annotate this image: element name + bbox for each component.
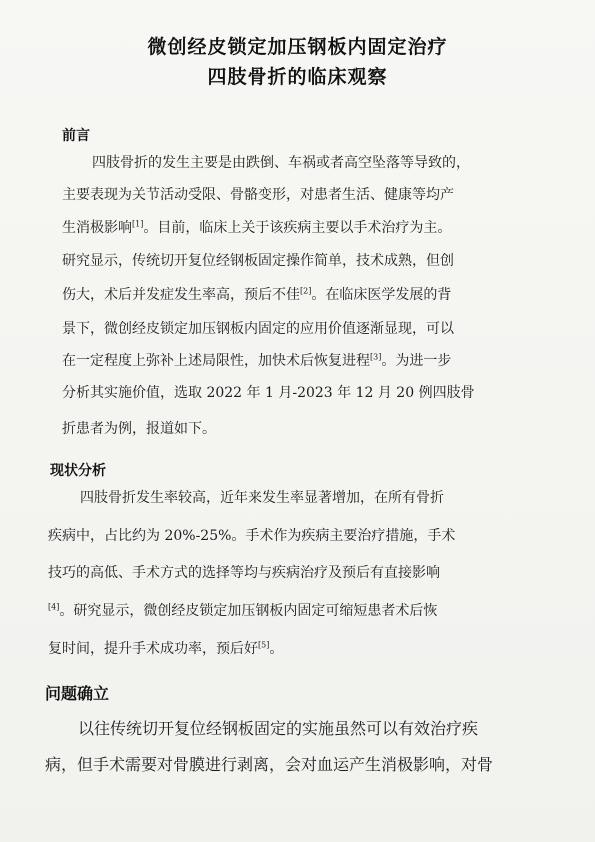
line-text: 研究显示，传统切开复位经钢板固定操作简单，技术成熟，但创	[62, 253, 454, 269]
line-text: 主要表现为关节活动受限、骨骼变形，对患者生活、健康等均产	[62, 187, 454, 203]
line-text: 技巧的高低、手术方式的选择等均与疾病治疗及预后有直接影响	[48, 565, 440, 581]
line-text: 四肢骨折的发生主要是由跌倒、车祸或者高空坠落等导致的，	[92, 155, 470, 171]
line-text: 病，但手术需要对骨膜进行剥离，会对血运产生消极影响，对骨	[45, 755, 494, 774]
paragraph-line	[80, 487, 444, 507]
line-text: 伤大，术后并发症发生率高，预后不佳	[62, 287, 300, 303]
paragraph-line	[62, 284, 451, 304]
paragraph-line	[78, 716, 478, 739]
line-text: 以往传统切开复位经钢板固定的实施虽然可以有效治疗疾	[78, 719, 479, 738]
paragraph-line	[62, 418, 216, 438]
paragraph-line	[92, 152, 470, 172]
paragraph-line	[45, 752, 493, 775]
line-text-tail: 。目前，临床上关于该疾病主要以手术治疗为主。	[143, 220, 452, 236]
document-title-line-2: 四肢骨折的临床观察	[207, 66, 388, 88]
citation-ref: [2]	[300, 286, 312, 296]
paragraph-line	[48, 600, 437, 620]
paragraph-line	[62, 217, 451, 237]
section-heading-status: 现状分析	[50, 463, 106, 479]
citation-ref: [5]	[258, 640, 270, 650]
citation-ref: [1]	[132, 219, 144, 229]
line-text-tail: 。	[269, 641, 284, 657]
line-text: 四肢骨折发生率较高，近年来发生率显著增加，在所有骨折	[80, 490, 444, 506]
section-heading-problem: 问题确立	[45, 684, 110, 703]
line-text-tail: 。在临床医学发展的背	[311, 287, 452, 303]
paragraph-line	[62, 250, 454, 270]
line-text: 折患者为例，报道如下。	[62, 421, 216, 437]
document-title-line-1: 微创经皮锁定加压钢板内固定治疗	[147, 36, 448, 58]
paragraph-line	[62, 382, 475, 402]
paragraph-line	[62, 184, 454, 204]
line-text: 景下，微创经皮锁定加压钢板内固定的应用价值逐渐显现，可以	[62, 321, 454, 337]
section-heading-preface: 前言	[62, 128, 90, 144]
line-text: 复时间，提升手术成功率，预后好	[48, 641, 258, 657]
line-text: 在一定程度上弥补上述局限性，加快术后恢复进程	[62, 353, 370, 369]
line-text: 生消极影响	[62, 220, 132, 236]
paragraph-line	[62, 350, 451, 370]
citation-ref: [4]	[48, 602, 60, 612]
paragraph-line	[48, 638, 283, 658]
paragraph-line	[48, 562, 440, 582]
citation-ref: [3]	[370, 352, 382, 362]
line-text-tail: 。研究显示，微创经皮锁定加压钢板内固定可缩短患者术后恢	[59, 603, 438, 619]
line-text: 分析其实施价值，选取 2022 年 1 月-2023 年 12 月 20 例四肢骨	[62, 385, 475, 401]
line-text-tail: 。为进一步	[381, 353, 452, 369]
paragraph-line	[62, 318, 454, 338]
paragraph-line	[48, 525, 455, 545]
line-text: 疾病中，占比约为 20%-25%。手术作为疾病主要治疗措施，手术	[48, 528, 456, 544]
